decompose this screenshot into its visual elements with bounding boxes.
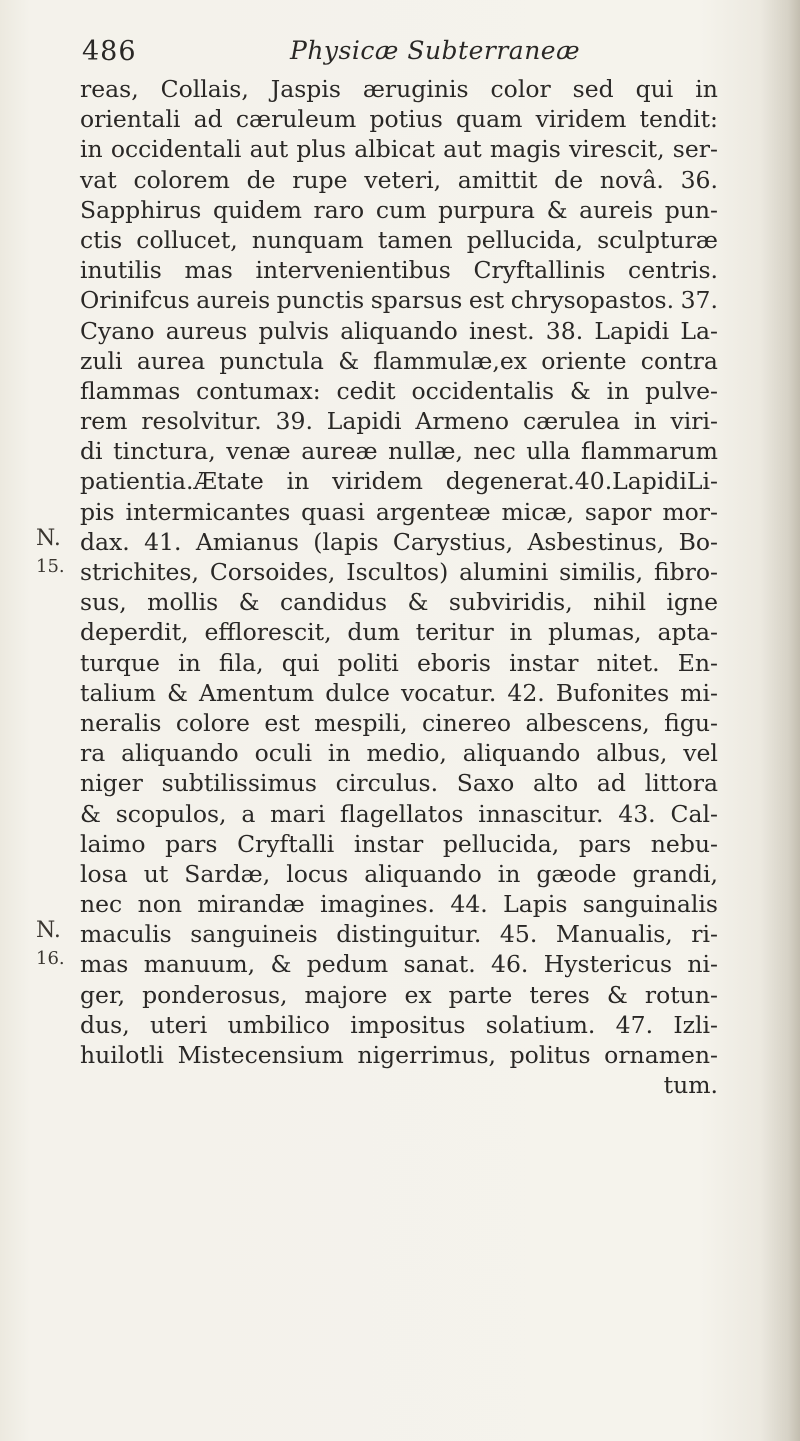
word: instar: [353, 829, 424, 858]
text-line: [80, 557, 718, 587]
word: raro: [313, 195, 365, 224]
word: gæode: [536, 859, 617, 888]
word: Orinifcus: [80, 286, 190, 315]
text-line: [80, 104, 718, 134]
word: strichites,: [80, 558, 199, 586]
text-line: [80, 768, 718, 798]
word: innascitur.: [478, 799, 604, 828]
word: ornamen-: [604, 1041, 718, 1069]
text-line: [80, 617, 718, 647]
word: pars: [165, 829, 218, 858]
word: Saxo: [456, 769, 515, 798]
text-line: [80, 587, 718, 617]
word: viridem: [535, 105, 627, 134]
word: dax.: [80, 527, 130, 556]
word: aureis: [196, 286, 271, 315]
word: efflorescit,: [204, 618, 332, 647]
word: viri-: [670, 407, 718, 436]
word: viridem: [332, 467, 423, 496]
word: sanguineis: [190, 920, 318, 949]
word: &: [569, 376, 591, 405]
word: alumini: [459, 558, 549, 586]
word: ad: [596, 769, 626, 798]
word: colore: [175, 708, 250, 737]
word: Sapphirus: [80, 195, 202, 224]
word: ad: [193, 105, 223, 134]
word: aureis: [579, 195, 654, 224]
word: æruginis: [362, 75, 469, 103]
word: solatium.: [485, 1010, 596, 1039]
word: pellucida,: [466, 225, 584, 254]
word: orientali: [80, 105, 181, 134]
word: potius: [369, 105, 443, 134]
word: albescens,: [525, 708, 650, 737]
word: 42.: [507, 678, 545, 707]
word: laimo: [80, 829, 146, 858]
word: ctis: [80, 225, 123, 254]
word: instar: [509, 648, 579, 677]
word: Collais,: [160, 75, 249, 103]
word: cedit: [336, 376, 396, 405]
word: dulce: [325, 678, 390, 707]
word: &: [80, 799, 101, 828]
word: 45.: [499, 920, 538, 949]
text-line: [80, 859, 718, 889]
word: Cyano: [80, 316, 155, 345]
text-line: [80, 466, 718, 496]
text-line: [80, 829, 718, 859]
word: ra: [80, 739, 106, 768]
word: mollis: [147, 588, 219, 617]
word: Iscultos): [346, 558, 449, 586]
word: &: [407, 588, 429, 617]
word: centris.: [628, 256, 718, 285]
word: in: [509, 618, 533, 647]
word: politus: [509, 1041, 591, 1069]
word: flammulæ,ex: [373, 346, 527, 375]
word: mirandæ: [197, 890, 305, 919]
word: turque: [80, 648, 160, 677]
word: vat: [80, 165, 117, 194]
word: sapor: [584, 497, 652, 526]
word: sus,: [80, 588, 127, 617]
word: En-: [677, 648, 718, 677]
word: sanat.: [403, 950, 476, 979]
word: ni-: [687, 950, 718, 979]
word: aliquando: [462, 739, 581, 768]
word: similis,: [559, 558, 644, 586]
word: de: [554, 165, 584, 194]
word: magis: [489, 135, 561, 164]
word: teres: [529, 980, 590, 1009]
word: mi-: [680, 678, 718, 707]
word: nigerrimus,: [357, 1041, 496, 1069]
word: occidentalis: [411, 376, 555, 405]
word: aliquando: [121, 739, 239, 768]
word: contra: [640, 346, 718, 375]
word: politi: [337, 648, 399, 677]
margin-note: 16.: [36, 948, 65, 969]
word: reas,: [80, 75, 139, 103]
word: aut: [443, 135, 482, 164]
word: in: [695, 75, 718, 103]
running-title: Physicæ Subterraneæ: [290, 36, 581, 65]
word: 44.: [450, 890, 488, 919]
word: nitet.: [596, 648, 660, 677]
word: aurea: [136, 346, 206, 375]
word: Lapis: [503, 890, 568, 919]
word: circulus.: [335, 769, 439, 798]
text-line: [80, 648, 718, 678]
word: a: [241, 799, 256, 828]
word: est: [468, 286, 505, 315]
word: Cryftalli: [237, 829, 335, 858]
text-line: [80, 376, 718, 406]
word: 39.: [275, 407, 313, 436]
word: scopulos,: [115, 799, 227, 828]
word: micæ,: [501, 497, 575, 526]
word: albus,: [596, 739, 668, 768]
word: ulla: [526, 437, 571, 466]
word: non: [137, 890, 183, 919]
word: albicat: [354, 135, 435, 164]
word: purpura: [438, 195, 535, 224]
word: in: [178, 648, 201, 677]
word: intervenientibus: [255, 256, 451, 285]
margin-note: N.: [36, 918, 61, 943]
word: Lapidi: [326, 407, 402, 436]
word: &: [606, 980, 628, 1009]
word: distinguitur.: [336, 920, 482, 949]
word: di: [80, 437, 103, 466]
text-line: [80, 497, 718, 527]
word: &: [546, 195, 568, 224]
text-line: [80, 316, 718, 346]
text-line: [80, 708, 718, 738]
text-line: tum.: [663, 1071, 718, 1100]
word: manuum,: [143, 950, 256, 979]
word: fibro-: [653, 558, 718, 586]
text-line: [80, 919, 718, 949]
word: dum: [347, 618, 400, 647]
word: igne: [666, 588, 718, 617]
word: resolvitur.: [141, 407, 262, 436]
word: tamen: [377, 225, 453, 254]
word: medio,: [366, 739, 447, 768]
word: pulve-: [645, 376, 718, 405]
word: in: [633, 407, 657, 436]
text-line: [80, 134, 718, 164]
text-line: [80, 346, 718, 376]
word: Sardæ,: [184, 859, 271, 888]
word: rem: [80, 407, 128, 436]
word: veteri,: [364, 165, 442, 194]
word: dus,: [80, 1010, 130, 1039]
word: 37.: [680, 286, 718, 315]
word: intermicantes: [125, 497, 291, 526]
word: novâ.: [599, 165, 664, 194]
word: maculis: [80, 920, 172, 949]
word: Manualis,: [555, 920, 673, 949]
word: qui: [281, 648, 320, 677]
word: Hystericus: [543, 950, 673, 979]
word: amittit: [457, 165, 538, 194]
word: cum: [375, 195, 427, 224]
text-line: [80, 225, 718, 255]
word: aureæ: [301, 437, 378, 466]
text-line: [80, 527, 718, 557]
word: in: [497, 859, 521, 888]
word: subviridis,: [448, 588, 573, 617]
text-line: [80, 949, 718, 979]
text-line: [80, 436, 718, 466]
word: in: [606, 376, 630, 405]
word: flagellatos: [340, 799, 464, 828]
word: occidentali: [110, 135, 242, 164]
word: pulvis: [258, 316, 330, 345]
text-line: [80, 165, 718, 195]
word: pars: [578, 829, 632, 858]
word: losa: [80, 859, 128, 888]
word: littora: [644, 769, 718, 798]
word: plus: [296, 135, 347, 164]
word: tinctura,: [113, 437, 216, 466]
word: Izli-: [673, 1010, 718, 1039]
word: locus: [286, 859, 349, 888]
word: 41.: [144, 527, 182, 556]
word: neralis: [80, 708, 162, 737]
word: in: [80, 135, 103, 164]
word: umbilico: [227, 1010, 330, 1039]
word: colorem: [133, 165, 230, 194]
word: deperdit,: [80, 618, 189, 647]
text-line: [80, 738, 718, 768]
word: collucet,: [136, 225, 238, 254]
word: pis: [80, 497, 115, 526]
word: qui: [635, 75, 674, 103]
word: nunquam: [251, 225, 364, 254]
word: Corsoides,: [209, 558, 336, 586]
word: mor-: [662, 497, 718, 526]
word: ser-: [672, 135, 718, 164]
text-line: [80, 1010, 718, 1040]
word: in: [286, 467, 310, 496]
word: flammas: [80, 376, 181, 405]
word: niger: [80, 769, 143, 798]
word: uteri: [150, 1010, 208, 1039]
word: patientia.Ætate: [80, 467, 264, 496]
word: in: [327, 739, 351, 768]
word: contumax:: [196, 376, 321, 405]
word: nebu-: [650, 829, 718, 858]
word: vocatur.: [401, 678, 497, 707]
word: 46.: [491, 950, 529, 979]
word: (lapis: [313, 527, 379, 556]
text-line: [80, 285, 718, 315]
word: punctis: [276, 286, 365, 315]
word: ut: [143, 859, 169, 888]
word: aut: [249, 135, 289, 164]
word: quasi: [301, 497, 365, 526]
word: aliquando: [364, 859, 482, 888]
word: fila,: [218, 648, 264, 677]
word: imagines.: [320, 890, 436, 919]
word: virescit,: [569, 135, 665, 164]
word: zuli: [80, 346, 123, 375]
text-line: [80, 406, 718, 436]
word: pedum: [306, 950, 389, 979]
text-line: [80, 980, 718, 1010]
margin-note: N.: [36, 526, 61, 551]
word: Lapidi: [594, 316, 670, 345]
word: Cal-: [670, 799, 718, 828]
word: &: [338, 346, 360, 375]
word: plumas,: [548, 618, 642, 647]
word: aliquando: [340, 316, 458, 345]
word: oriente: [541, 346, 627, 375]
word: candidus: [279, 588, 388, 617]
word: Jaspis: [270, 75, 341, 103]
word: rotun-: [644, 980, 718, 1009]
page-number: 486: [82, 36, 137, 67]
word: alto: [533, 769, 579, 798]
text-line: [80, 74, 718, 104]
word: mas: [184, 256, 233, 285]
word: oculi: [254, 739, 313, 768]
word: Amentum: [198, 678, 315, 707]
word: 36.: [680, 165, 718, 194]
word: cinereo: [422, 708, 512, 737]
word: Mistecensium: [177, 1041, 344, 1069]
word: La-: [680, 316, 718, 345]
word: pun-: [664, 195, 718, 224]
word: talium: [80, 678, 156, 707]
word: subtilissimus: [161, 769, 317, 798]
word: sanguinalis: [582, 890, 718, 919]
word: tendit:: [639, 105, 718, 134]
word: nullæ,: [388, 437, 463, 466]
text-line: [80, 195, 718, 225]
margin-note: 15.: [36, 556, 65, 577]
word: mari: [270, 799, 326, 828]
body-text: [80, 74, 718, 1100]
word: nihil: [593, 588, 646, 617]
text-line: [80, 799, 718, 829]
word: ri-: [691, 920, 718, 949]
word: Carystius,: [392, 527, 514, 556]
word: quidem: [212, 195, 302, 224]
text-line: [80, 1040, 718, 1070]
word: quam: [455, 105, 523, 134]
word: mespili,: [314, 708, 408, 737]
word: apta-: [657, 618, 718, 647]
word: Cryftallinis: [473, 256, 606, 285]
word: inest.: [469, 316, 535, 345]
word: Asbestinus,: [527, 527, 665, 556]
word: 38.: [545, 316, 584, 345]
word: 43.: [618, 799, 656, 828]
word: nec: [473, 437, 516, 466]
word: huilotli: [80, 1041, 164, 1069]
word: pellucida,: [442, 829, 560, 858]
word: cæruleum: [235, 105, 357, 134]
word: eboris: [416, 648, 491, 677]
word: sed: [572, 75, 614, 103]
word: &: [238, 588, 260, 617]
word: ex: [404, 980, 432, 1009]
word: ponderosus,: [142, 980, 288, 1009]
word: sparsus: [370, 286, 463, 315]
word: impositus: [350, 1010, 466, 1039]
word: cærulea: [522, 407, 621, 436]
word: nec: [80, 890, 123, 919]
word: grandi,: [632, 859, 718, 888]
word: flammarum: [581, 437, 718, 466]
word: majore: [304, 980, 388, 1009]
word: ger,: [80, 980, 126, 1009]
word: &: [270, 950, 292, 979]
word: vel: [683, 739, 718, 768]
word: inutilis: [80, 256, 162, 285]
word: parte: [448, 980, 513, 1009]
word: rupe: [292, 165, 348, 194]
text-line: [80, 255, 718, 285]
word: 47.: [615, 1010, 654, 1039]
word: punctula: [219, 346, 324, 375]
word: Bo-: [678, 527, 718, 556]
word: Bufonites: [555, 678, 670, 707]
word: Armeno: [415, 407, 510, 436]
text-line: [80, 889, 718, 919]
word: venæ: [226, 437, 291, 466]
word: color: [490, 75, 551, 103]
word: sculpturæ: [597, 225, 718, 254]
word: aureus: [165, 316, 248, 345]
word: teritur: [415, 618, 494, 647]
word: &: [166, 678, 188, 707]
text-line: [80, 678, 718, 708]
word: degenerat.40.LapidiLi-: [445, 467, 718, 496]
word: chrysopastos.: [510, 286, 675, 315]
word: argenteæ: [375, 497, 491, 526]
word: de: [246, 165, 276, 194]
page-edge-shadow: [760, 0, 800, 1441]
word: mas: [80, 950, 129, 979]
word: figu-: [664, 708, 718, 737]
word: Amianus: [195, 527, 299, 556]
word: est: [264, 708, 300, 737]
